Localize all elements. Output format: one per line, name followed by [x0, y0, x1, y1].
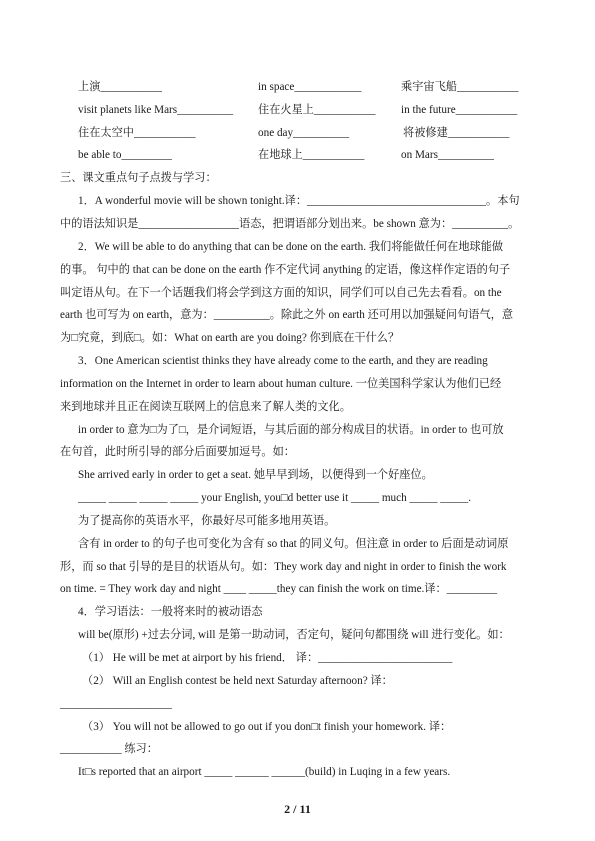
vocab-item: in the future___________: [401, 104, 518, 116]
translation-line: 为了提高你的英语水平，你最好尽可能多地用英语。: [78, 515, 336, 527]
section-heading: 三、课文重点句子点拨与学习：: [60, 172, 217, 184]
paragraph-line: 叫定语从句。在下一个话题我们将会学到这方面的知识，同学们可以自己先去看看。on the: [60, 287, 502, 299]
paragraph-line: 1．A wonderful movie will be shown tonight.译：________________________________。本句: [78, 195, 520, 207]
exercise-item: It□s reported that an airport _____ ______ ______(build) in Luqing in a few years.: [78, 766, 451, 778]
answer-blank: ___________ 练习：: [60, 743, 158, 755]
example-item: （1） He will be met at airport by his friend． 译：________________________: [82, 652, 453, 664]
page-number: 2 / 11: [284, 802, 311, 816]
vocab-item: 上演___________: [78, 81, 162, 93]
answer-blank: ____________________: [60, 698, 172, 710]
paragraph-line: 中的语法知识是__________________语态，把谓语部分划出来。be shown 意为：__________。: [60, 218, 520, 230]
vocab-item: 将被修建___________: [403, 127, 510, 139]
paragraph-line: earth 也可写为 on earth，意为：__________。除此之外 on earth 还可用以加强疑问句语气，意: [60, 309, 514, 321]
vocab-item: one day__________: [258, 127, 350, 139]
vocab-item: 在地球上___________: [258, 149, 365, 161]
vocab-item: visit planets like Mars__________: [78, 104, 234, 116]
example-sentence: She arrived early in order to get a seat. 她早早到场，以便得到一个好座位。: [78, 469, 433, 481]
vocab-item: on Mars__________: [401, 149, 494, 161]
paragraph-line: 在句首，此时所引导的部分后面要加逗号。如：: [60, 446, 295, 458]
paragraph-line: 3．One American scientist thinks they have already come to the earth, and they are reading: [78, 355, 488, 367]
grammar-title: 4．学习语法：一般将来时的被动语态: [78, 606, 263, 618]
paragraph-line: 为□究竟，到底□。如：What on earth are you doing? 你到底在干什么？: [60, 332, 400, 344]
vocab-item: 乘宇宙飞船___________: [401, 81, 519, 93]
paragraph-line: will be(原形) +过去分词, will 是第一助动词，否定句，疑问句都围绕 will 进行变化。如：: [78, 629, 510, 641]
paragraph-line: in order to 意为□为了□，是介词短语，与其后面的部分构成目的状语。in order to 也可放: [78, 424, 504, 436]
vocab-item: be able to_________: [78, 149, 172, 161]
vocab-item: 住在太空中___________: [78, 127, 196, 139]
paragraph-line: on time. = They work day and night ____ _____they can finish the work on time.译：_________: [60, 583, 498, 595]
vocab-item: 住在火星上___________: [258, 104, 376, 116]
paragraph-line: 的事。 句中的 that can be done on the earth 作不定代词 anything 的定语，像这样作定语的句子: [60, 264, 511, 276]
example-item: （3） You will not be allowed to go out if you don□t finish your homework. 译：: [82, 721, 452, 733]
fill-blank-sentence: _____ _____ _____ _____ your English, you□d better use it _____ much _____ _____.: [78, 492, 472, 504]
paragraph-line: 2．We will be able to do anything that can be done on the earth. 我们将能做任何在地球能做: [78, 241, 504, 253]
paragraph-line: 来到地球并且正在阅读互联网上的信息来了解人类的文化。: [60, 401, 351, 413]
example-item: （2） Will an English contest be held next Saturday afternoon? 译：: [82, 675, 393, 687]
vocab-item: in space____________: [258, 81, 362, 93]
paragraph-line: 含有 in order to 的句子也可变化为含有 so that 的同义句。但注意 in order to 后面是动词原: [78, 538, 509, 550]
paragraph-line: information on the Internet in order to learn about human culture. 一位美国科学家认为他们已经: [60, 378, 502, 390]
paragraph-line: 形，而 so that 引导的是目的状语从句。如：They work day and night in order to finish the work: [60, 561, 507, 573]
